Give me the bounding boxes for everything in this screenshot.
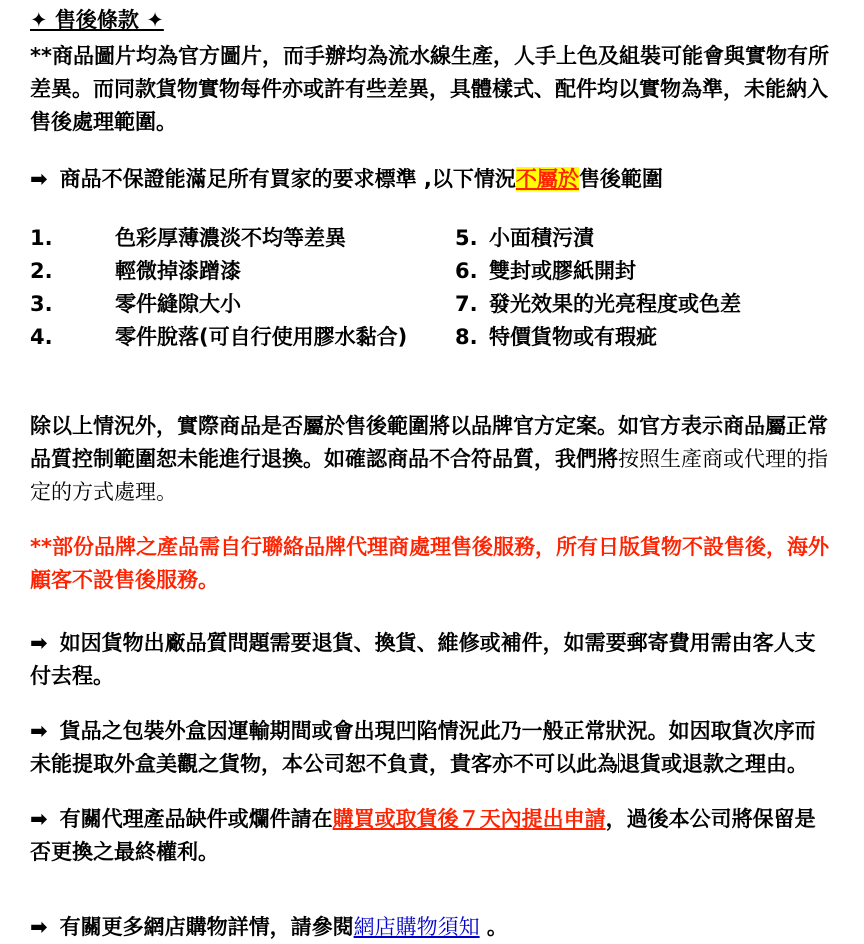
item-number: 7. bbox=[455, 292, 478, 316]
exclusion-list-left bbox=[30, 222, 455, 354]
claim-text-before: 有關代理產品缺件或爛件請在 bbox=[59, 807, 333, 831]
more-info-line bbox=[30, 911, 834, 944]
item-text: 特價貨物或有瑕疵 bbox=[489, 325, 657, 349]
list-item bbox=[455, 288, 834, 321]
store-guide-link[interactable]: 網店購物須知 bbox=[353, 915, 480, 939]
packaging-text-after: 退貨或退款之理由。 bbox=[619, 752, 808, 776]
shipping-line bbox=[30, 627, 834, 693]
right-arrow-icon: ➡ bbox=[30, 631, 48, 655]
page-title: ✦ 售後條款 ✦ bbox=[30, 8, 164, 32]
claim-text-after: ，過後本公司將保留是否更換之最終權利。 bbox=[30, 807, 816, 864]
not-covered-highlight: 不屬於 bbox=[515, 167, 579, 191]
item-text: 零件脫落(可自行使用膠水黏合) bbox=[115, 325, 408, 349]
more-info-text-after: 。 bbox=[479, 915, 508, 939]
item-text: 色彩厚薄濃淡不均等差異 bbox=[115, 226, 346, 250]
packaging-paragraph bbox=[30, 715, 834, 781]
item-number: 5. bbox=[455, 226, 478, 250]
right-arrow-icon: ➡ bbox=[30, 807, 48, 831]
exclusion-list-right bbox=[455, 222, 834, 354]
list-item bbox=[30, 222, 455, 255]
item-text: 發光效果的光亮程度或色差 bbox=[489, 292, 741, 316]
item-number: 3. bbox=[30, 292, 53, 316]
right-arrow-icon: ➡ bbox=[30, 167, 48, 191]
item-number: 4. bbox=[30, 325, 53, 349]
list-item bbox=[455, 255, 834, 288]
item-number: 1. bbox=[30, 226, 53, 250]
right-arrow-icon: ➡ bbox=[30, 915, 48, 939]
ruling-text-tail: 按照生產商或代理的指定的方式處理。 bbox=[30, 447, 828, 504]
item-text: 零件縫隙大小 bbox=[115, 292, 241, 316]
list-item bbox=[30, 255, 455, 288]
item-text: 雙封或膠紙開封 bbox=[489, 259, 636, 283]
item-number: 8. bbox=[455, 325, 478, 349]
item-text: 小面積污漬 bbox=[489, 226, 594, 250]
packaging-text-before: 貨品之包裝外盒因運輸期間或會出現凹陷情況此乃一般正常狀況。如因取貨次序而未能提取外盒美觀之貨物，本公司恕不負責，貴客亦不可以此為 bbox=[30, 719, 816, 776]
notice-line bbox=[30, 163, 834, 196]
notice-text-before: 商品不保證能滿足所有買家的要求標準 ,以下情況 bbox=[59, 167, 516, 191]
exclusion-lists bbox=[30, 222, 834, 354]
list-item bbox=[30, 321, 455, 354]
red-note-paragraph: **部份品牌之產品需自行聯絡品牌代理商處理售後服務，所有日版貨物不設售後，海外顧客不設售後服務。 bbox=[30, 535, 829, 592]
ruling-text-main: 除以上情況外，實際商品是否屬於售後範圍將以品牌官方定案。如官方表示商品屬正常品質控制範圍恕未能進行退換。如確認商品不合符品質，我們將 bbox=[30, 414, 828, 471]
item-number: 2. bbox=[30, 259, 53, 283]
shipping-text: 如因貨物出廠品質問題需要退貨、換貨、維修或補件，如需要郵寄費用需由客人支付去程。 bbox=[30, 631, 816, 688]
right-arrow-icon: ➡ bbox=[30, 719, 48, 743]
list-item bbox=[455, 321, 834, 354]
notice-text-after: 售後範圍 bbox=[578, 167, 663, 191]
deadline-underline: 購買或取貨後７天內提出申請 bbox=[332, 807, 606, 831]
item-text: 輕微掉漆蹭漆 bbox=[115, 259, 241, 283]
intro-paragraph: **商品圖片均為官方圖片，而手辦均為流水線生產，人手上色及組裝可能會與實物有所差異。而同款貨物實物每件亦或許有些差異，具體樣式、配件均以實物為準，未能納入售後處理範圍。 bbox=[30, 44, 829, 134]
claim-paragraph bbox=[30, 803, 834, 869]
ruling-paragraph bbox=[30, 410, 834, 509]
list-item bbox=[30, 288, 455, 321]
item-number: 6. bbox=[455, 259, 478, 283]
more-info-text-before: 有關更多網店購物詳情，請參閱 bbox=[59, 915, 354, 939]
list-item bbox=[455, 222, 834, 255]
